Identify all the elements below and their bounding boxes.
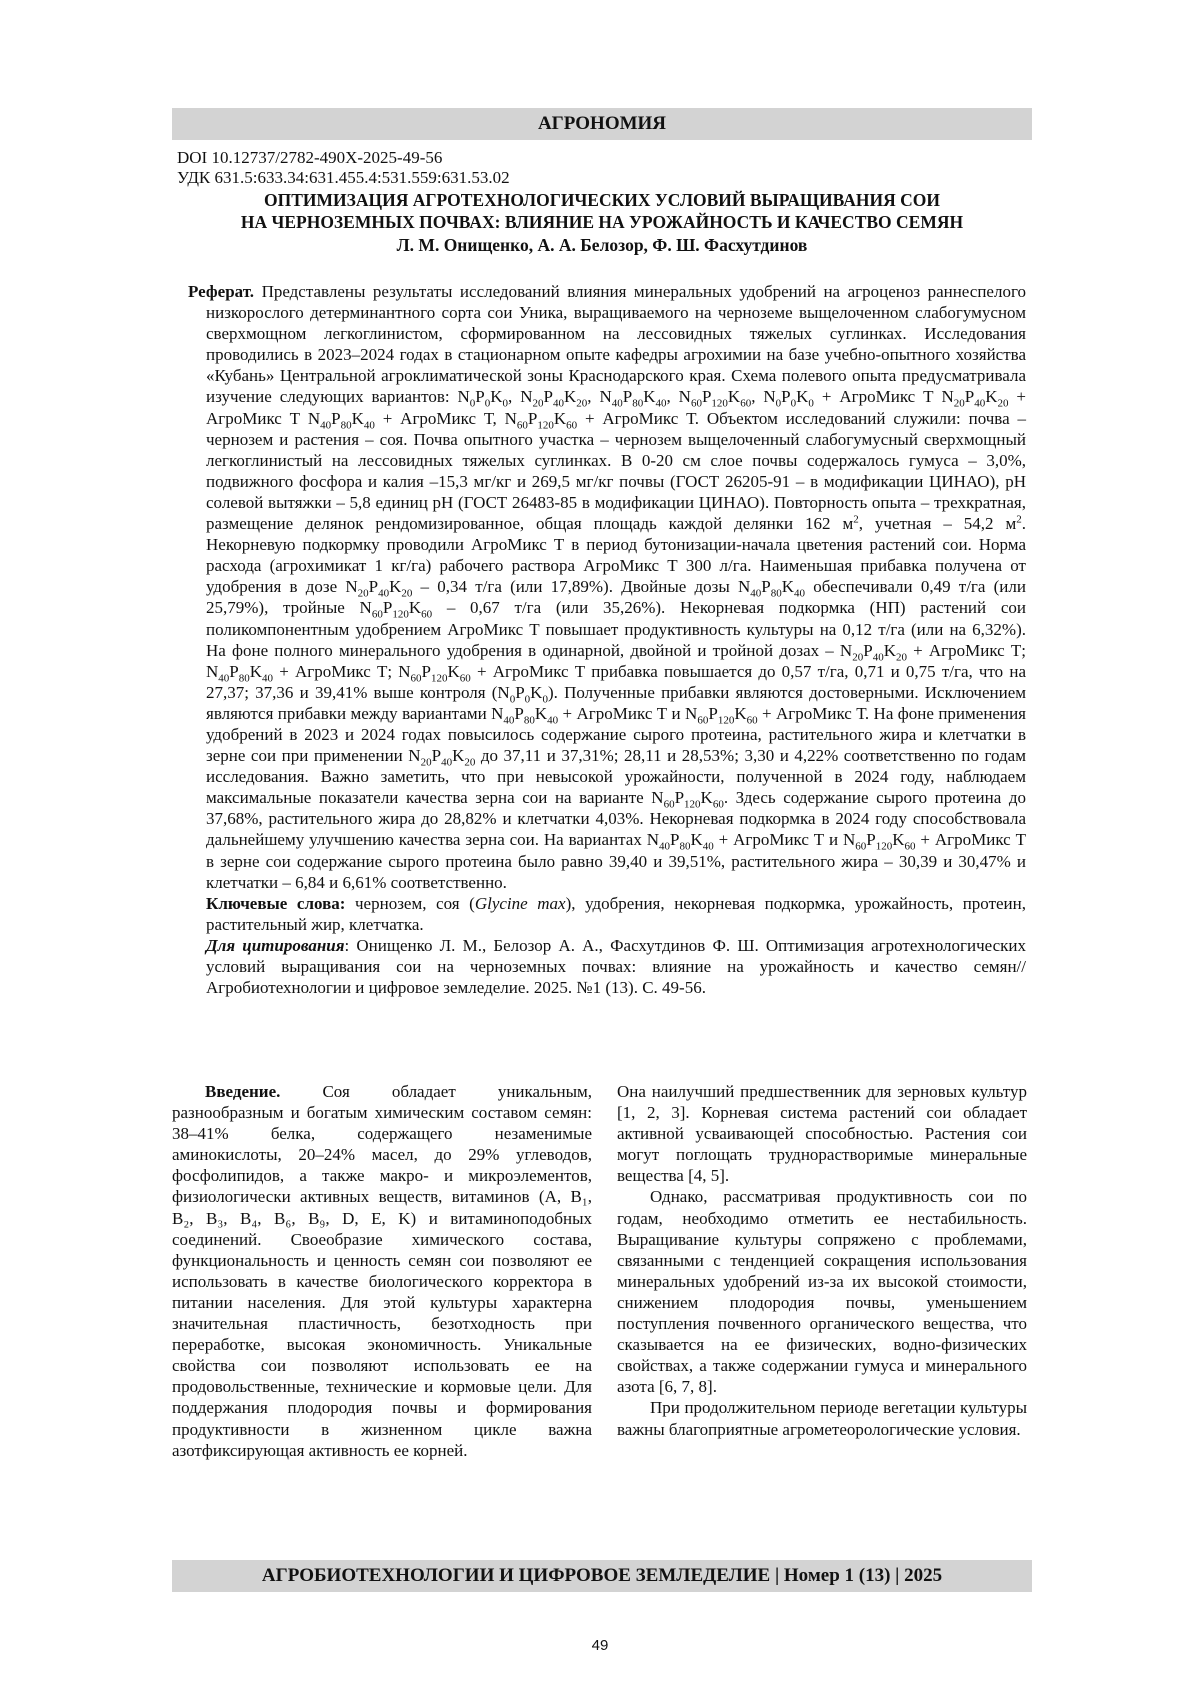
- citation: Для цитирования: Онищенко Л. М., Белозор А. А., Фасхутдинов Ф. Ш. Оптимизация агротехнологических условий выращивания сои на черноземных почвах: влияние на урожайность и качество семян// Агробиотехнологии и цифровое земледелие. 2025. №1 (13). С. 49-56.: [206, 935, 1026, 998]
- doi-line: DOI 10.12737/2782-490X-2025-49-56: [177, 148, 443, 167]
- page-number: 49: [591, 1637, 609, 1654]
- abstract-label: Реферат.: [188, 282, 255, 301]
- title-line-1: ОПТИМИЗАЦИЯ АГРОТЕХНОЛОГИЧЕСКИХ УСЛОВИЙ ВЫРАЩИВАНИЯ СОИ: [264, 190, 940, 210]
- keywords-label: Ключевые слова:: [206, 893, 346, 913]
- section-header: АГРОНОМИЯ: [172, 108, 1032, 140]
- intro-paragraph: Однако, рассматривая продуктивность сои по годам, необходимо отметить ее нестабильность. Выращивание культуры сопряжено с проблемами, связанными с тенденцией сокращения использования минеральных удобрений из-за их высокой стоимости, снижением плодородия почвы, уменьшением поступления почвенного органического вещества, что сказывается на ее физических, водно-физических свойствах, а также содержании гумуса и минерального азота [6, 7, 8].: [617, 1187, 1027, 1397]
- intro-paragraph: Она наилучший предшественник для зерновых культур [1, 2, 3]. Корневая система растений сои обладает активной усваивающей способностью. Растения сои могут поглощать труднорастворимые минеральные вещества [4, 5].: [617, 1082, 1027, 1186]
- article-title: [172, 189, 1032, 233]
- authors: Л. М. Онищенко, А. А. Белозор, Ф. Ш. Фасхутдинов: [396, 235, 808, 255]
- intro-right-column: [617, 1081, 1027, 1440]
- journal-footer: АГРОБИОТЕХНОЛОГИИ И ЦИФРОВОЕ ЗЕМЛЕДЕЛИЕ | Номер 1 (13) | 2025: [172, 1560, 1032, 1592]
- udk-line: УДК 631.5:633.34:631.455.4:531.559:631.53.02: [177, 168, 510, 187]
- abstract: [188, 281, 1027, 998]
- intro-paragraph: Введение. Соя обладает уникальным, разнообразным и богатым химическим составом семян: 38–41% белка, содержащего незаменимые аминокислоты, 20–24% масел, до 29% углеводов, фосфолипидов, а также макро- и микроэлементов, физиологически активных веществ, витаминов (A, B₁, B₂, B₃, B₄, B₆, B₉, D, E, K) и витаминоподобных соединений. Своеобразие химического состава, функциональность и ценность семян сои позволяют ее использовать в качестве биологического корректора в питании населения. Для этой культуры характерна значительная пластичность, безотходность при переработке, высокая экономичность. Уникальные свойства сои позволяют использовать ее на продовольственные, технические и кормовые цели. Для поддержания плодородия почвы и формирования продуктивности в жизненном цикле важна азотфиксирующая активность ее корней.: [172, 1082, 592, 1460]
- intro-paragraph: При продолжительном периоде вегетации культуры важны благоприятные агрометеорологические условия.: [617, 1398, 1027, 1439]
- intro-left-column: [172, 1081, 592, 1461]
- abstract-body: Реферат. Представлены результаты исследований влияния минеральных удобрений на агроценоз раннеспелого низкорослого детерминантного сорта сои Уника, выращиваемого на черноземе выщелоченном слабогумусном сверхмощном легкоглинистом, сформированном на лессовидных тяжелых суглинках. Исследования проводились в 2023–2024 годах в стационарном опыте кафедры агрохимии на базе учебно-опытного хозяйства «Кубань» Центральной агроклиматической зоны Краснодарского края. Схема полевого опыта предусматривала изучение следующих вариантов: $N_0P_0K_0$, $N_{20}P_{40}K_{20}$, $N_{40}P_{80}K_{40}$, $N_{60}P_{120}K_{60}$, $N_0P_0K_0$ + АгроМикс Т $N_{20}P_{40}K_{20}$ + АгроМикс Т $N_{40}P_{80}K_{40}$ + АгроМикс Т, $N_{60}P_{120}K_{60}$ + АгроМикс Т. Объектом исследований служили: почва – чернозем и растения – соя. Почва опытного участка – чернозем выщелоченный слабогумусный сверхмощный легкоглинистый на лессовидных тяжелых суглинках. В 0-20 см слое почвы содержалось гумуса – 3,0%, подвижного фосфора и калия –15,3 мг/кг и 269,5 мг/кг почвы (ГОСТ 26205-91 – в модификации ЦИНАО), рН солевой вытяжки – 5,8 единиц рН (ГОСТ 26483-85 в модификации ЦИНАО). Повторность опыта – трехкратная, размещение делянок рендомизированное, общая площадь каждой делянки 162 $м^2$, учетная – 54,2 $м^2$. Некорневую подкормку проводили АгроМикс Т в период бутонизации-начала цветения растений сои. Норма расхода (агрохимикат 1 кг/га) рабочего раствора АгроМикс Т 300 л/га. Наименьшая прибавка получена от удобрения в дозе $N_{20}P_{40}K_{20} - 0,34$ т/га (или 17,89%). Двойные дозы $N_{40}P_{80}K_{40}$ обеспечивали 0,49 т/га (или 25,79%), тройные $N_{60}P_{120}K_{60} - 0,67$ т/га (или 35,26%). Некорневая подкормка (НП) растений сои поликомпонентным удобрением АгроМикс Т повышает продуктивность культуры на 0,12 т/га (или на 6,32%). На фоне полного минерального удобрения в одинарной, двойной и тройной дозах – $N_{20}P_{40}K_{20}$ + АгроМикс Т; $N_{40}P_{80}K_{40}$ + АгроМикс Т; $N_{60}P_{120}K_{60}$ + АгроМикс Т прибавка повышается до 0,57 т/га, 0,71 и 0,75 т/га, что на 27,37; 37,36 и 39,41% выше контроля $(N_0P_0K_0)$. Полученные прибавки являются достоверными. Исключением являются прибавки между вариантами $N_{40}P_{80}K_{40}$ + АгроМикс Т и $N_{60}P_{120}K_{60}$ + АгроМикс Т. На фоне применения удобрений в 2023 и 2024 годах повысилось содержание сырого протеина, растительного жира и клетчатки в зерне сои при применении $N_{20}P_{40}K_{20}$ до 37,11 и 37,31%; 28,11 и 28,53%; 3,30 и 4,22% соответственно по годам исследования. Важно заметить, что при невысокой урожайности, полученной в 2024 году, наблюдаем максимальные показатели качества зерна сои на варианте $N_{60}P_{120}K_{60}$. Здесь содержание сырого протеина до 37,68%, растительного жира до 28,82% и клетчатки 4,03%. Некорневая подкормка в 2024 году способствовала дальнейшему улучшению качества зерна сои. На вариантах $N_{40}P_{80}K_{40}$ + АгроМикс Т и $N_{60}P_{120}K_{60}$ + АгроМикс Т в зерне сои содержание сырого протеина было равно 39,40 и 39,51%, растительного жира – 30,39 и 30,47% и клетчатки – 6,84 и 6,61% соответственно.: [188, 282, 1027, 892]
- citation-label: Для цитирования: [206, 935, 345, 955]
- title-line-2: НА ЧЕРНОЗЕМНЫХ ПОЧВАХ: ВЛИЯНИЕ НА УРОЖАЙНОСТЬ И КАЧЕСТВО СЕМЯН: [240, 212, 964, 232]
- keywords: Ключевые слова: чернозем, соя (Glycine max), удобрения, некорневая подкормка, урожайность, протеин, растительный жир, клетчатка.: [206, 893, 1026, 934]
- intro-label: Введение.: [205, 1082, 281, 1101]
